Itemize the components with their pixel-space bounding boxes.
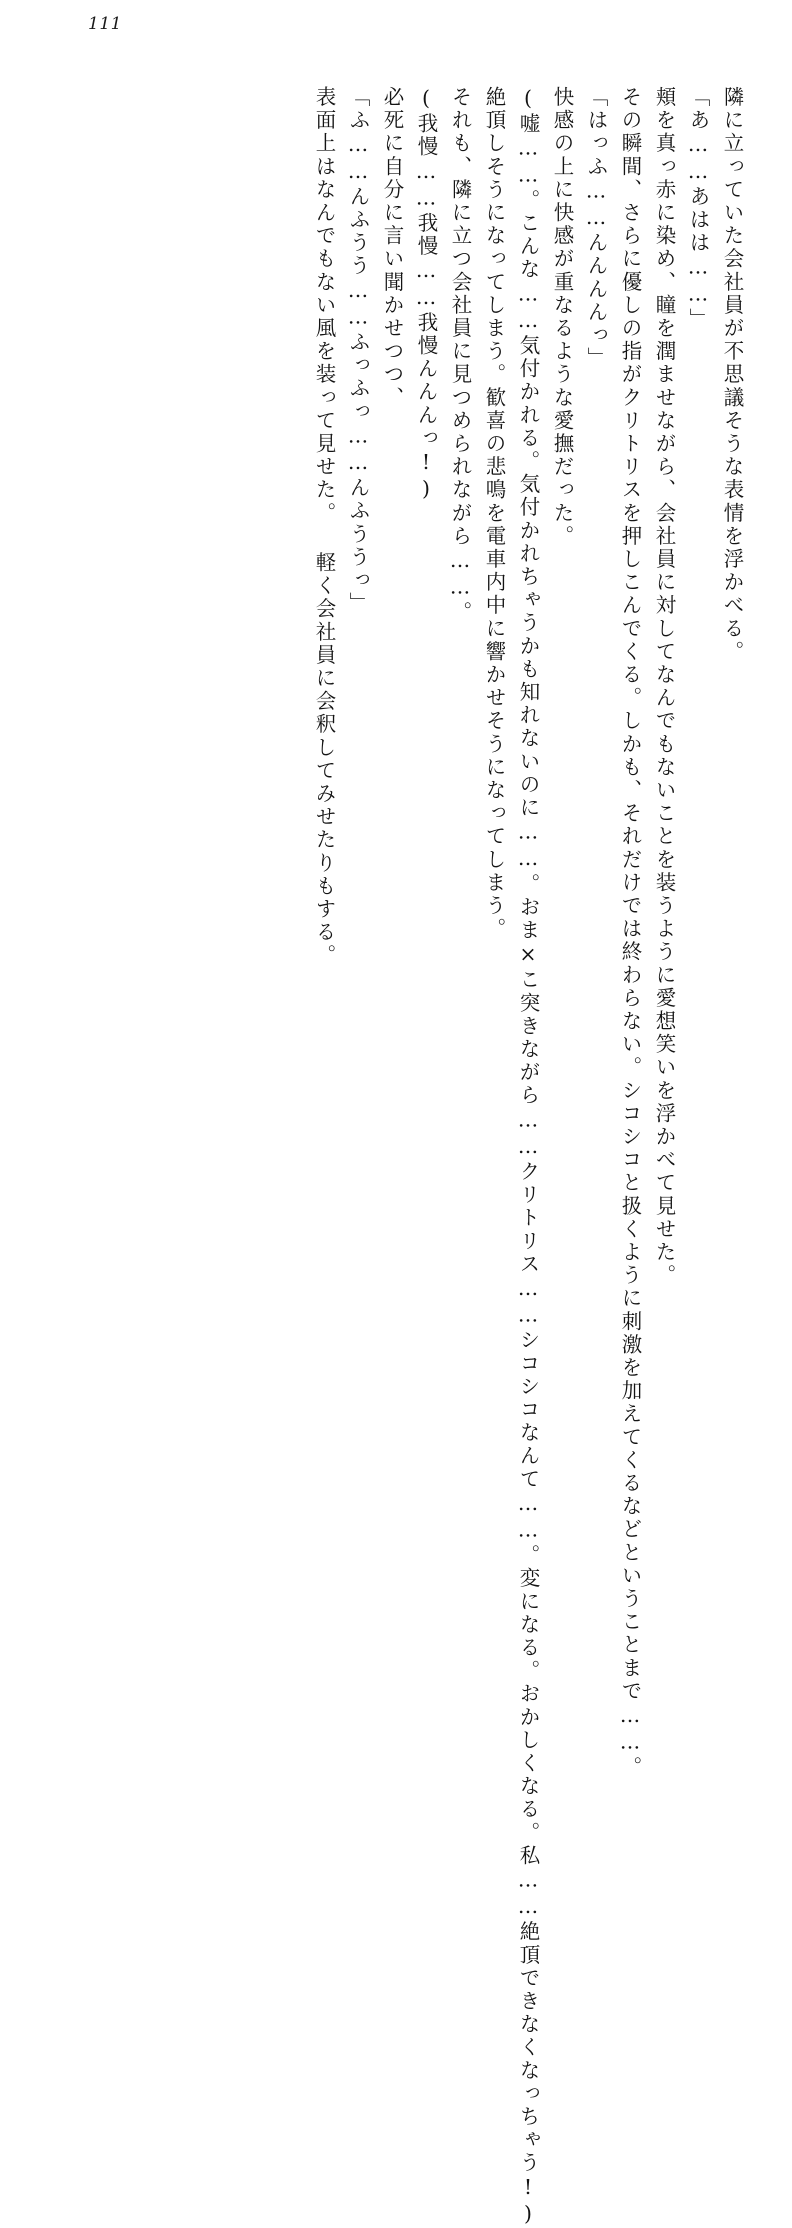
text-line: 「あ……あはは……」 (686, 86, 710, 331)
vertical-text-body (52, 86, 744, 2228)
page-number: 111 (88, 14, 122, 34)
text-line: 必死に自分に言い聞かせつつ、 (380, 86, 404, 410)
text-line: 隣に立っていた会社員が不思議そうな表情を浮かべる。 (720, 86, 744, 664)
text-line: その瞬間、さらに優しの指がクリトリスを押しこんでくる。しかも、それだけでは終わらない。シコシコと扱くように刺激を加えてくるなどということまで……。 (618, 86, 642, 1780)
text-line: 快感の上に快感が重なるような愛撫だった。 (550, 86, 574, 548)
text-line: 頬を真っ赤に染め、瞳を潤ませながら、会社員に対してなんでもないことを装うように愛想笑いを浮かべて見せた。 (652, 86, 676, 1288)
text-line: (嘘……。こんな……気付かれる。気付かれちゃうかも知れないのに……。おま×こ突きながら……クリトリス……シコシコなんて……。変になる。おかしくなる。私……絶頂できなくなっちゃう!) (516, 86, 540, 2228)
text-line: 「はっふ……んんんんっ」 (584, 86, 608, 371)
text-line: 「ふ……んふうう……ふっふっ……んふううっ」 (346, 86, 370, 616)
text-line: (我慢……我慢……我慢んんんっ!) (414, 86, 438, 504)
text-line: 表面上はなんでもない風を装って見せた。 軽く会社員に会釈してみせたりもする。 (312, 86, 336, 968)
text-line: 絶頂しそうになってしまう。歓喜の悲鳴を電車内中に響かせそうになってしまう。 (482, 86, 506, 941)
text-line: それも、隣に立つ会社員に見つめられながら……。 (448, 86, 472, 625)
